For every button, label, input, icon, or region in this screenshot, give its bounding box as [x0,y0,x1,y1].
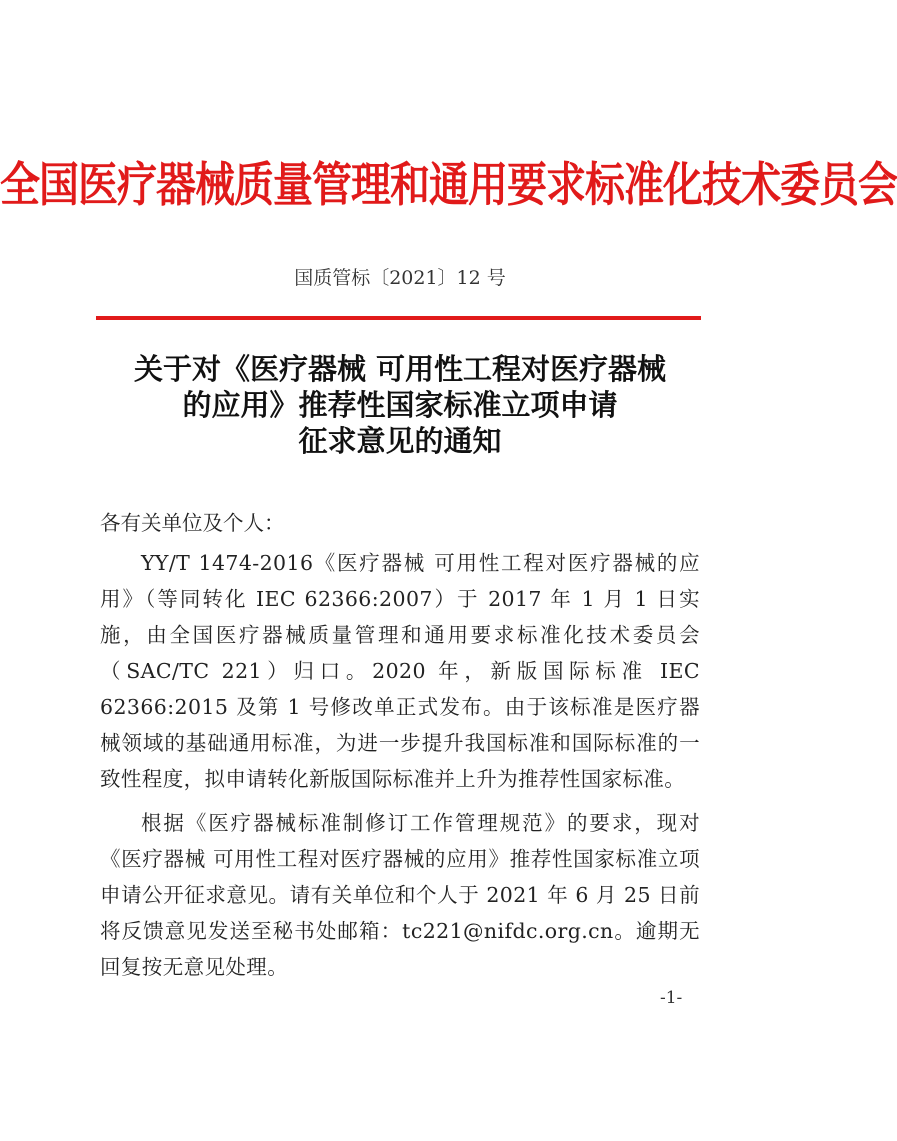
title-line-3: 征求意见的通知 [298,424,502,458]
red-divider-line [96,316,701,320]
page-number: -1- [660,988,683,1008]
title-line-2: 的应用》推荐性国家标准立项申请 [182,388,618,422]
document-number: 国质管标〔2021〕12 号 [294,267,506,289]
paragraph-request: 根据《医疗器械标准制修订工作管理规范》的要求，现对《医疗器械 可用性工程对医疗器械的应用》推荐性国家标准立项申请公开征求意见。请有关单位和个人于 2021 年 6 月 25 日前将反馈意见发送至秘书处邮箱：tc221@nifdc.org.cn。逾期无回复按无意见处理。 [100,811,700,979]
notice-body [100,505,700,985]
paragraph-background: YY/T 1474-2016《医疗器械 可用性工程对医疗器械的应用》（等同转化 IEC 62366:2007）于 2017 年 1 月 1 日实施，由全国医疗器械质量管理和通用要求标准化技术委员会（SAC/TC 221）归口。2020 年，新版国际标准 IEC 62366:2015 及第 1 号修改单正式发布。由于该标准是医疗器械领域的基础通用标准，为进一步提升我国标准和国际标准的一致性程度，拟申请转化新版国际标准并上升为推荐性国家标准。 [100,551,700,791]
title-line-1: 关于对《医疗器械 可用性工程对医疗器械 [133,352,667,386]
salutation: 各有关单位及个人： [100,511,285,535]
masthead-org-name: 全国医疗器械质量管理和通用要求标准化技术委员会 [0,158,897,213]
notice-title [0,351,800,459]
